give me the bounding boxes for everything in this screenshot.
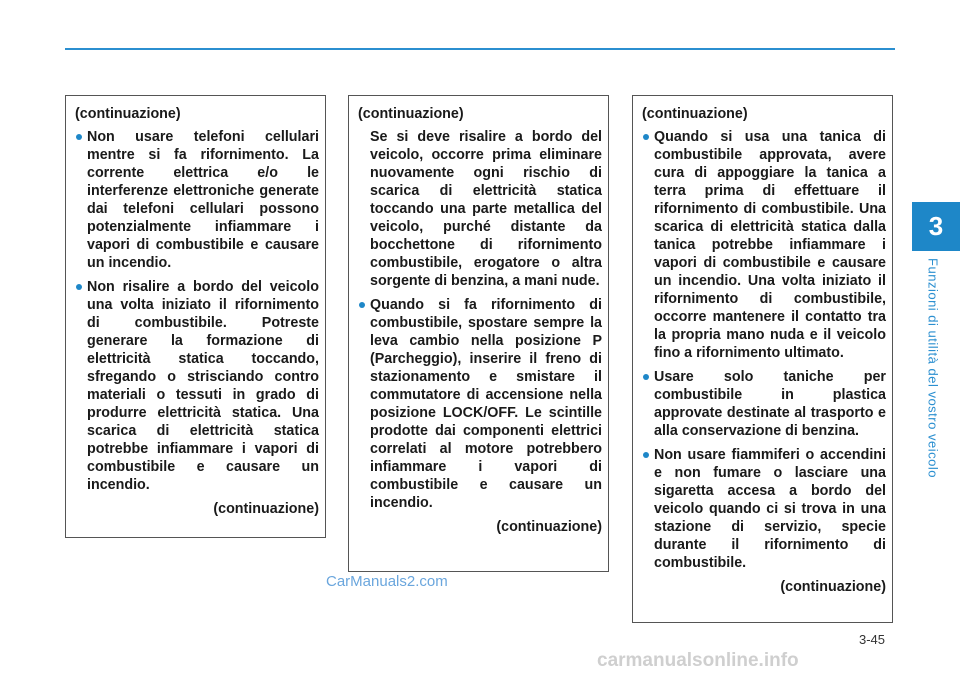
continued-label-bottom: (continuazione) bbox=[213, 501, 319, 517]
bullet-paragraph: Quando si usa una tanica di combustibile approvata, avere cura di appoggiare la tanica a terra prima di effettuare il rifornimento di combustibile. Una scarica di elettricità statica dalla tanica potrebbe infiammare i vapori di combustibile e causare un incendio. Una volta iniziato il rifornimento di combustibile, occorre mantenere il contatto tra la propria mano nuda e il veicolo fino a rifornimento ultimato. bbox=[642, 128, 886, 362]
bullet-paragraph: Usare solo taniche per combustibile in plastica approvate destinate al trasporto e alla conservazione di benzina. bbox=[642, 368, 886, 440]
watermark-link[interactable]: CarManuals2.com bbox=[326, 573, 448, 590]
chapter-number: 3 bbox=[928, 211, 944, 241]
text-column-1 bbox=[65, 95, 326, 538]
chapter-title: Funzioni di utilità del vostro veicolo bbox=[925, 258, 941, 478]
page-number: 3-45 bbox=[859, 632, 886, 647]
continued-label-top: (continuazione) bbox=[75, 106, 181, 122]
chapter-tab bbox=[912, 202, 960, 251]
text-column-3 bbox=[632, 95, 893, 623]
continued-label-top: (continuazione) bbox=[642, 106, 748, 122]
header-rule bbox=[65, 48, 895, 50]
bullet-paragraph: Non usare telefoni cellulari mentre si fa rifornimento. La corrente elettrica e/o le interferenze elettroniche generate dai telefoni cellulari possono potenzialmente infiammare i vapori di combustibile e causare un incendio. bbox=[75, 128, 319, 272]
bullet-paragraph: Non usare fiammiferi o accendini e non fumare o lasciare una sigaretta accesa a bordo del veicolo quando ci si trova in una stazione di servizio, specie durante il rifornimento di combustibile. bbox=[642, 446, 886, 572]
continued-label-top: (continuazione) bbox=[358, 106, 464, 122]
bullet-paragraph: Quando si fa rifornimento di combustibile, spostare sempre la leva cambio nella posizione P (Parcheggio), inserire il freno di stazionamento e smistare il commutatore di accensione nella posizione LOCK/OFF. Le scintille prodotte dai componenti elettrici correlati al motore potrebbero infiammare i vapori di combustibile e causare un incendio. bbox=[358, 296, 602, 512]
continued-label-bottom: (continuazione) bbox=[496, 519, 602, 535]
bullet-paragraph: Non risalire a bordo del veicolo una volta iniziato il rifornimento di combustibile. Potreste generare la formazione di elettricità statica toccando, sfregando o strisciando contro materiali o tessuti in grado di produrre elettricità statica. Una scarica di elettricità statica potrebbe infiammare i vapori di combustibile e causare un incendio. bbox=[75, 278, 319, 494]
continued-label-bottom: (continuazione) bbox=[780, 579, 886, 595]
plain-paragraph: Se si deve risalire a bordo del veicolo, occorre prima eliminare nuovamente ogni rischio di scarica di elettricità statica toccando una parte metallica del veicolo, purché distante da bocchettone di rifornimento combustibile, erogatore o altra sorgente di benzina, a mani nude. bbox=[370, 129, 602, 289]
footer-watermark: carmanualsonline.info bbox=[597, 650, 799, 671]
text-column-2 bbox=[348, 95, 609, 572]
